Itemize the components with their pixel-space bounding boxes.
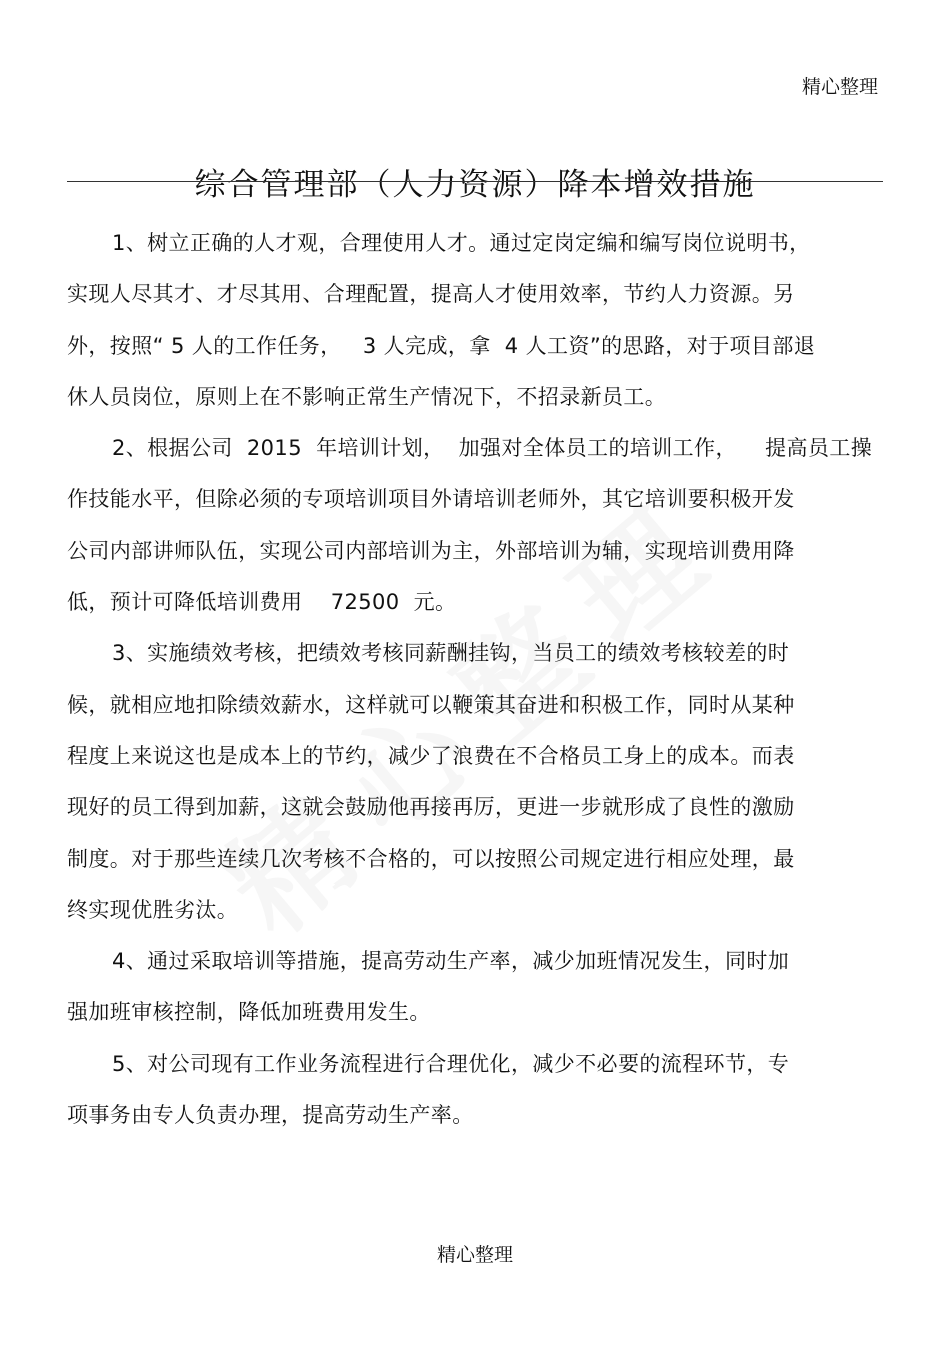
paragraph-1 bbox=[67, 218, 883, 423]
paragraph-line: 实现人尽其才、才尽其用、合理配置，提高人才使用效率，节约人力资源。另 bbox=[67, 282, 795, 307]
paragraph-5 bbox=[67, 1039, 883, 1142]
paragraph-line: 1、树立正确的人才观，合理使用人才。通过定岗定编和编写岗位说明书， bbox=[112, 231, 811, 255]
paragraph-line: 项事务由专人负责办理，提高劳动生产率。 bbox=[67, 1103, 474, 1128]
document-title: 综合管理部（人力资源）降本增效措施 bbox=[194, 166, 756, 203]
paragraph-line: 强加班审核控制，降低加班费用发生。 bbox=[67, 1000, 431, 1025]
paragraph-line: 3、实施绩效考核，把绩效考核同薪酬挂钩，当员工的绩效考核较差的时 bbox=[112, 641, 790, 666]
paragraph-line: 2、根据公司 2015 年培训计划， 加强对全体员工的培训工作， 提高员工操 bbox=[112, 436, 873, 461]
paragraph-line: 终实现优胜劣汰。 bbox=[67, 897, 239, 922]
paragraph-4 bbox=[67, 936, 883, 1039]
paragraph-line: 公司内部讲师队伍，实现公司内部培训为主，外部培训为辅，实现培训费用降 bbox=[67, 538, 795, 563]
title-divider bbox=[67, 181, 883, 182]
paragraph-line: 候，就相应地扣除绩效薪水，这样就可以鞭策其奋进和积极工作，同时从某种 bbox=[67, 692, 795, 717]
paragraph-line: 外，按照“ 5 人的工作任务， 3 人完成，拿 4 人工资”的思路，对于项目部退 bbox=[67, 333, 816, 358]
footer-note: 精心整理 bbox=[436, 1244, 513, 1266]
paragraph-line: 作技能水平，但除必须的专项培训项目外请培训老师外，其它培训要积极开发 bbox=[67, 487, 795, 512]
paragraph-line: 5、对公司现有工作业务流程进行合理优化，减少不必要的流程环节，专 bbox=[112, 1051, 790, 1076]
paragraph-line: 现好的员工得到加薪，这就会鼓励他再接再厉，更进一步就形成了良性的激励 bbox=[67, 795, 795, 820]
paragraph-line: 制度。对于那些连续几次考核不合格的，可以按照公司规定进行相应处理，最 bbox=[67, 846, 795, 871]
header-note: 精心整理 bbox=[801, 76, 878, 98]
paragraph-line: 4、通过采取培训等措施，提高劳动生产率，减少加班情况发生，同时加 bbox=[112, 949, 790, 974]
paragraph-line: 低，预计可降低培训费用 72500 元。 bbox=[67, 590, 457, 615]
paragraph-3 bbox=[67, 628, 883, 936]
paragraph-line: 休人员岗位，原则上在不影响正常生产情况下，不招录新员工。 bbox=[67, 384, 667, 409]
paragraph-line: 程度上来说这也是成本上的节约，减少了浪费在不合格员工身上的成本。而表 bbox=[67, 743, 795, 768]
document-body bbox=[67, 218, 883, 1141]
paragraph-2 bbox=[67, 423, 883, 628]
